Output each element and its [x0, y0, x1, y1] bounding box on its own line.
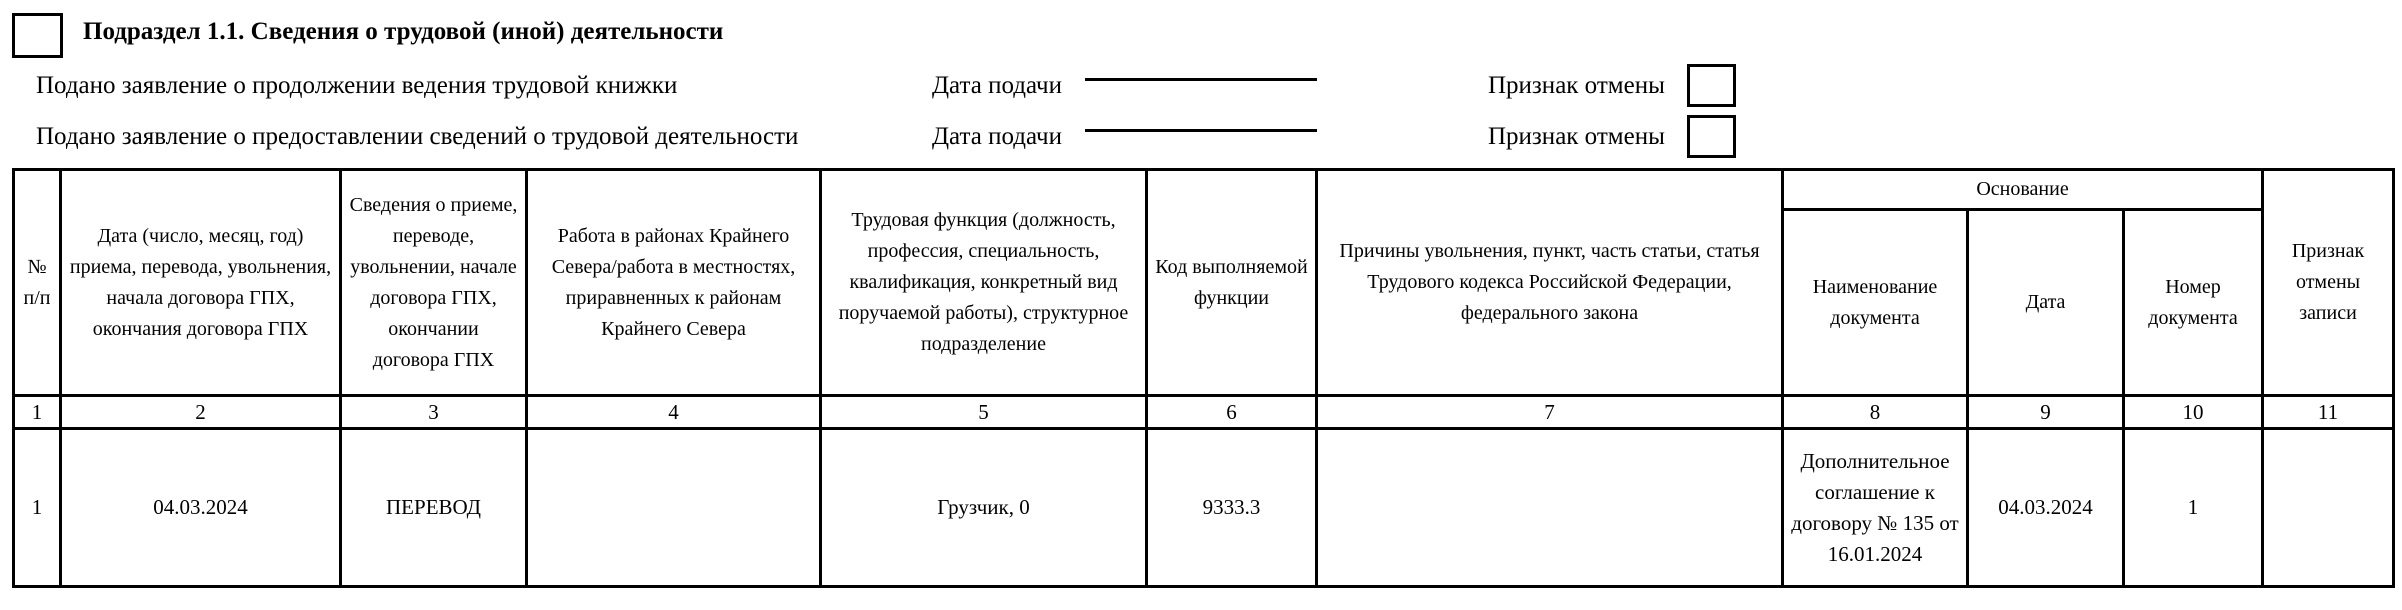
- header-code: Код выполняемой функции: [1147, 170, 1317, 396]
- cancel-checkbox-1[interactable]: [1687, 64, 1736, 107]
- date-label-2: Дата подачи: [932, 123, 1063, 150]
- cell-code: 9333.3: [1147, 429, 1317, 587]
- column-numbers-row: [14, 396, 2394, 429]
- section-title: Подраздел 1.1. Сведения о трудовой (иной) деятельности: [83, 18, 724, 45]
- header-doc-date: Дата: [1968, 210, 2124, 396]
- column-number: 10: [2124, 396, 2263, 429]
- header-info: Сведения о приеме, переводе, увольнении, начале договора ГПХ, окончании договора ГПХ: [341, 170, 527, 396]
- date-field-1[interactable]: [1085, 78, 1317, 81]
- column-number: 5: [821, 396, 1147, 429]
- column-number: 11: [2263, 396, 2394, 429]
- cancel-label-2: Признак отмены: [1488, 123, 1665, 150]
- cell-reasons: [1317, 429, 1783, 587]
- cell-doc-name: Дополнительное соглашение к договору № 135 от 16.01.2024: [1783, 429, 1968, 587]
- table-row: [14, 429, 2394, 587]
- header-function: Трудовая функция (должность, профессия, специальность, квалификация, конкретный вид поручаемой работы), структурное подразделение: [821, 170, 1147, 396]
- column-number: 6: [1147, 396, 1317, 429]
- cell-function: Грузчик, 0: [821, 429, 1147, 587]
- header-doc-name: Наименование документа: [1783, 210, 1968, 396]
- column-number: 7: [1317, 396, 1783, 429]
- cell-doc-date: 04.03.2024: [1968, 429, 2124, 587]
- cell-num: 1: [14, 429, 61, 587]
- column-number: 8: [1783, 396, 1968, 429]
- column-number: 3: [341, 396, 527, 429]
- header-date: Дата (число, месяц, год) приема, перевода, увольнения, начала договора ГПХ, окончания договора ГПХ: [61, 170, 341, 396]
- cell-cancel: [2263, 429, 2394, 587]
- section-checkbox[interactable]: [12, 13, 63, 58]
- statement-label-1: Подано заявление о продолжении ведения трудовой книжки: [36, 72, 678, 99]
- date-label-1: Дата подачи: [932, 72, 1063, 99]
- header-north: Работа в районах Крайнего Севера/работа в местностях, приравненных к районам Крайнего Севера: [527, 170, 821, 396]
- column-number: 2: [61, 396, 341, 429]
- column-number: 9: [1968, 396, 2124, 429]
- cell-doc-number: 1: [2124, 429, 2263, 587]
- header-cancel: Признак отмены записи: [2263, 170, 2394, 396]
- cell-north: [527, 429, 821, 587]
- cancel-checkbox-2[interactable]: [1687, 115, 1736, 158]
- date-field-2[interactable]: [1085, 129, 1317, 132]
- header-basis: Основание: [1783, 170, 2263, 210]
- header-doc-number: Номер документа: [2124, 210, 2263, 396]
- header-num: № п/п: [14, 170, 61, 396]
- cancel-label-1: Признак отмены: [1488, 72, 1665, 99]
- employment-records-table: [12, 168, 2395, 588]
- cell-date: 04.03.2024: [61, 429, 341, 587]
- header-reasons: Причины увольнения, пункт, часть статьи, статья Трудового кодекса Российской Федерации, федерального закона: [1317, 170, 1783, 396]
- column-number: 4: [527, 396, 821, 429]
- column-number: 1: [14, 396, 61, 429]
- cell-info: ПЕРЕВОД: [341, 429, 527, 587]
- statement-label-2: Подано заявление о предоставлении сведений о трудовой деятельности: [36, 123, 799, 150]
